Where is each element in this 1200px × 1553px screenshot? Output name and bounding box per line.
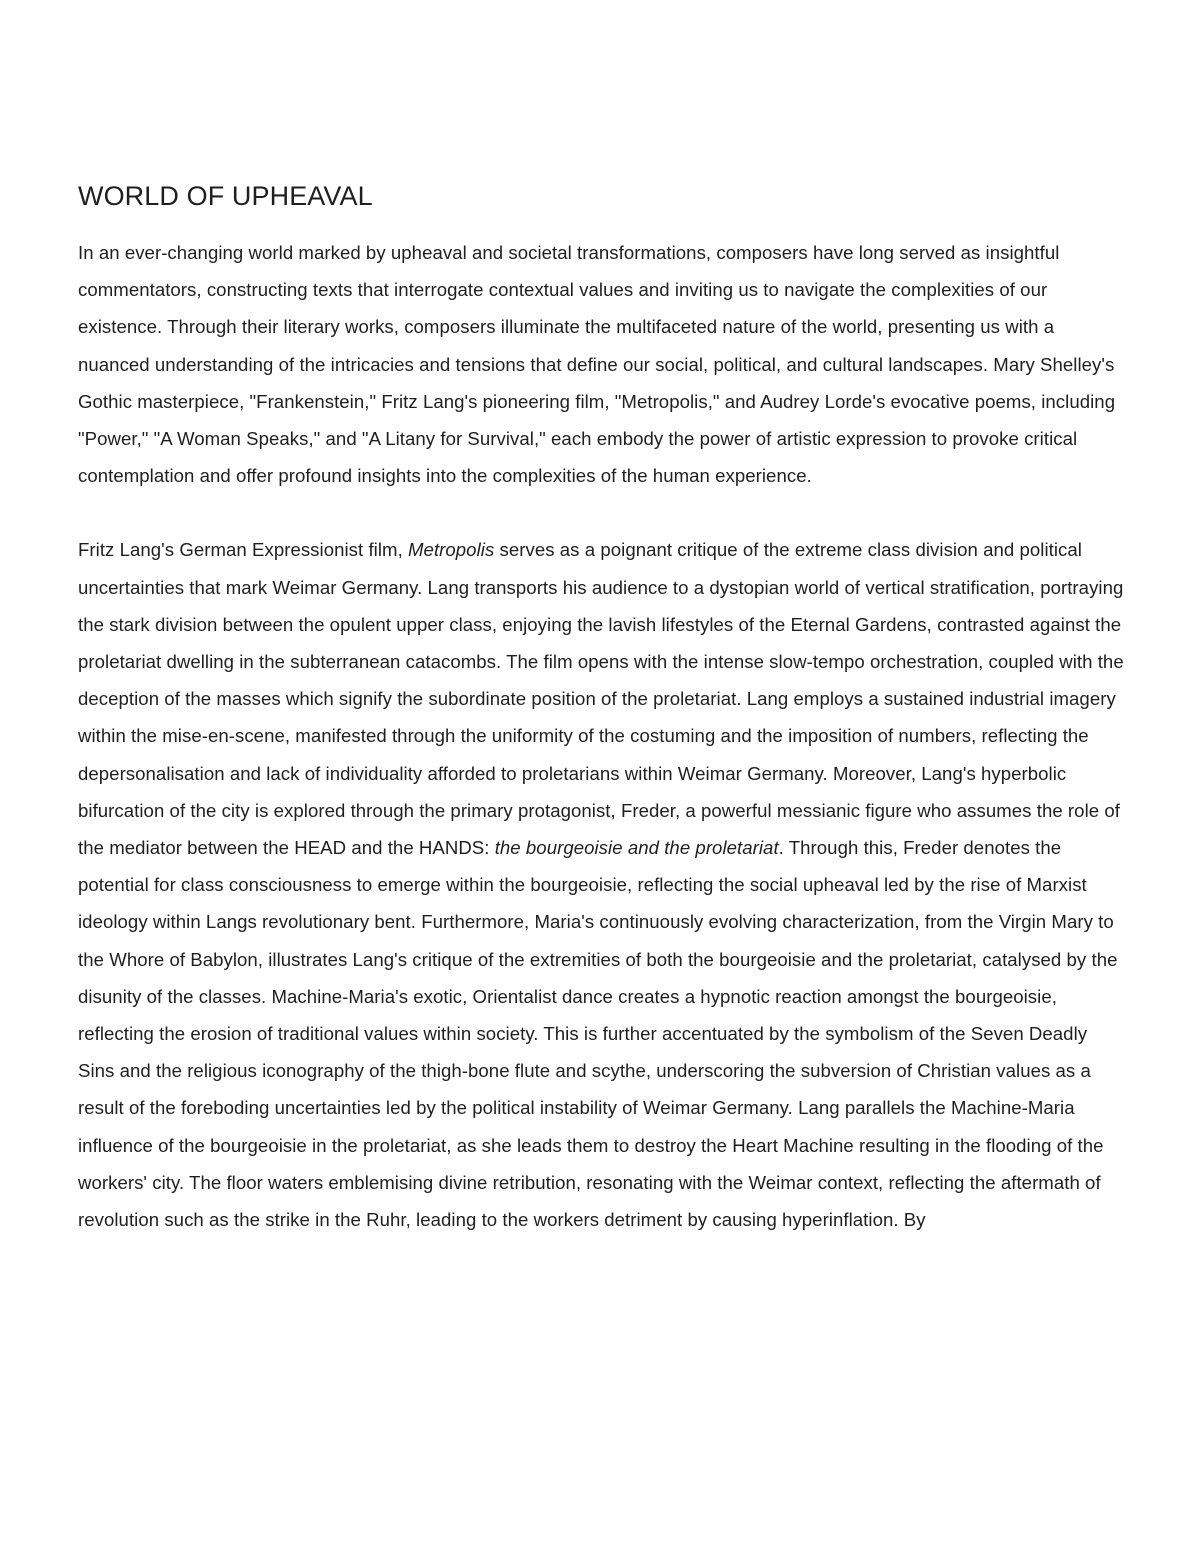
paragraph-text: Fritz Lang's German Expressionist film, (78, 539, 409, 561)
document-title: WORLD OF UPHEAVAL (78, 181, 373, 211)
paragraph-introduction: In an ever-changing world marked by upheaval and societal transformations, composers have long served as insightful commentators, constructing texts that interrogate contextual values and inviting us to navigate the complexities of our existence. Through their literary works, composers illuminate the multifaceted nature of the world, presenting us with a nuanced understanding of the intricacies and tensions that define our social, political, and cultural landscapes. Mary Shelley's Gothic masterpiece, "Frankenstein," Fritz Lang's pioneering film, "Metropolis," and Audrey Lorde's evocative poems, including "Power," "A Woman Speaks," and "A Litany for Survival," each embody the power of artistic expression to provoke critical contemplation and offer profound insights into the complexities of the human experience. (78, 242, 1116, 487)
italic-phrase: the bourgeoisie and the proletariat (494, 837, 779, 859)
italic-film-title: Metropolis (408, 539, 495, 561)
paragraph-text: . Through this, Freder denotes the potential for class consciousness to emerge within the bourgeoisie, reflecting the social upheaval led by the rise of Marxist ideology within Langs revolutionary bent. Furthermore, Maria's continuously evolving characterization, from the Virgin Mary to the Whore of Babylon, illustrates Lang's critique of the extremities of both the bourgeoisie and the proletariat, catalysed by the disunity of the classes. Machine-Maria's exotic, Orientalist dance creates a hypnotic reaction amongst the bourgeoisie, reflecting the erosion of traditional values within society. This is further accentuated by the symbolism of the Seven Deadly Sins and the religious iconography of the thigh-bone flute and scythe, underscoring the subversion of Christian values as a result of the foreboding uncertainties led by the political instability of Weimar Germany. Lang parallels the Machine-Maria influence of the bourgeoisie in the proletariat, as she leads them to destroy the Heart Machine resulting in the flooding of the workers' city. The floor waters emblemising divine retribution, resonating with the Weimar context, reflecting the aftermath of revolution such as the strike in the Ruhr, leading to the workers detriment by causing hyperinflation. By (78, 837, 1118, 1231)
paragraph-metropolis (78, 531, 1128, 1238)
document-body (78, 178, 1128, 1238)
paragraph-text: serves as a poignant critique of the extreme class division and political uncertainties that mark Weimar Germany. Lang transports his audience to a dystopian world of vertical stratification, portraying the stark division between the opulent upper class, enjoying the lavish lifestyles of the Eternal Gardens, contrasted against the proletariat dwelling in the subterranean catacombs. The film opens with the intense slow-tempo orchestration, coupled with the deception of the masses which signify the subordinate position of the proletariat. Lang employs a sustained industrial imagery within the mise-en-scene, manifested through the uniformity of the costuming and the imposition of numbers, reflecting the depersonalisation and lack of individuality afforded to proletarians within Weimar Germany. Moreover, Lang's hyperbolic bifurcation of the city is explored through the primary protagonist, Freder, a powerful messianic figure who assumes the role of the mediator between the HEAD and the HANDS: (78, 539, 1124, 859)
